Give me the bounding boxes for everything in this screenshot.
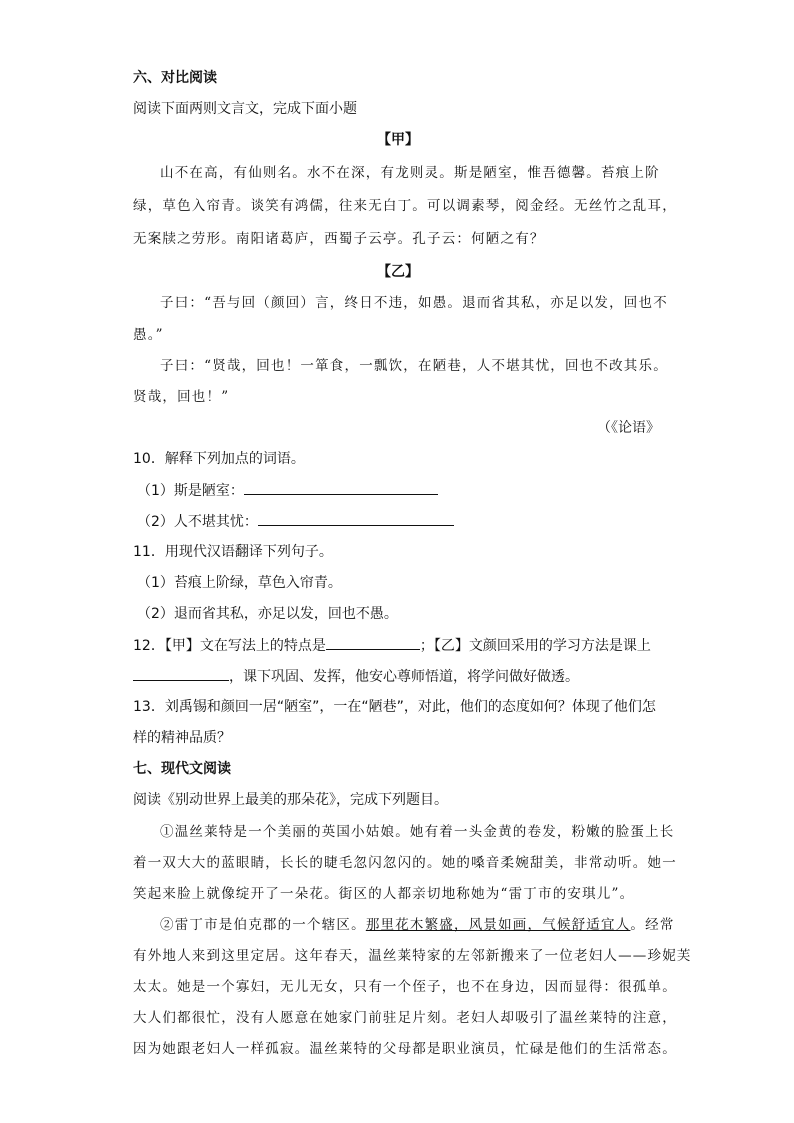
jia-line-1: 山不在高，有仙则名。水不在深，有龙则灵。斯是陋室，惟吾德馨。苔痕上阶 bbox=[160, 165, 660, 181]
yi-line-3: 子曰：“贤哉，回也！一箪食，一瓢饮，在陋巷，人不堪其忧，回也不改其乐。 bbox=[160, 358, 668, 374]
question-11-1: （1）苔痕上阶绿，草色入帘青。 bbox=[137, 575, 342, 591]
question-12-text-c: ，课下巩固、发挥，他安心尊师悟道，将学问做好做透。 bbox=[229, 669, 579, 685]
answer-blank[interactable] bbox=[258, 511, 454, 526]
answer-blank[interactable] bbox=[326, 635, 420, 650]
yi-label: 【乙】 bbox=[377, 264, 419, 280]
question-13-line-1: 13．刘禹锡和颜回一居“陋室”，一在“陋巷”，对此，他们的态度如何？体现了他们怎 bbox=[133, 699, 656, 715]
p2-line-5: 因为她跟老妇人一样孤寂。温丝莱特的父母都是职业演员，忙碌是他们的生活常态。 bbox=[133, 1041, 677, 1057]
question-12-text-a: 12．【甲】文在写法上的特点是 bbox=[133, 638, 326, 654]
yi-line-4: 贤哉，回也！” bbox=[133, 389, 230, 405]
source-citation: （《论语》 bbox=[597, 420, 660, 436]
question-12-line-1 bbox=[133, 635, 651, 656]
p1-line-3: 笑起来脸上就像绽开了一朵花。街区的人都亲切地称她为“雷丁市的安琪儿”。 bbox=[133, 886, 635, 902]
jia-line-2: 绿，草色入帘青。谈笑有鸿儒，往来无白丁。可以调素琴，阅金经。无丝竹之乱耳， bbox=[133, 198, 677, 214]
section7-intro: 阅读《别动世界上最美的那朵花》，完成下列题目。 bbox=[133, 792, 448, 808]
section6-intro: 阅读下面两则文言文，完成下面小题 bbox=[133, 101, 357, 117]
p2-line-3: 太太。她是一个寡妇，无儿无女，只有一个侄子，也不在身边，因而显得：很孤单。 bbox=[133, 979, 677, 995]
p2-line-4: 大人们都很忙，没有人愿意在她家门前驻足片刻。老妇人却吸引了温丝莱特的注意， bbox=[133, 1010, 677, 1026]
question-11: 11．用现代汉语翻译下列句子。 bbox=[133, 544, 333, 560]
question-10-2-text: （2）人不堪其忧： bbox=[137, 514, 258, 530]
yi-line-2: 愚。” bbox=[133, 327, 164, 343]
question-10-1-text: （1）斯是陋室： bbox=[137, 483, 244, 499]
answer-blank[interactable] bbox=[244, 480, 438, 495]
question-11-2: （2）退而省其私，亦足以发，回也不愚。 bbox=[137, 606, 398, 622]
question-10-2 bbox=[137, 511, 454, 532]
question-10-1 bbox=[137, 480, 438, 501]
p2-underlined-sentence: 那里花木繁盛，风景如画，气候舒适宜人 bbox=[365, 917, 631, 933]
p1-line-2: 着一双大大的蓝眼睛，长长的睫毛忽闪忽闪的。她的嗓音柔婉甜美，非常动听。她一 bbox=[133, 855, 677, 871]
jia-label: 【甲】 bbox=[377, 132, 419, 148]
question-12-text-b: ；【乙】文颜回采用的学习方法是课上 bbox=[419, 638, 651, 654]
answer-blank[interactable] bbox=[133, 666, 229, 681]
p1-line-1: ①温丝莱特是一个美丽的英国小姑娘。她有着一头金黄的卷发，粉嫩的脸蛋上长 bbox=[160, 824, 675, 840]
question-13-line-2: 样的精神品质？ bbox=[133, 730, 231, 746]
jia-line-3: 无案牍之劳形。南阳诸葛庐，西蜀子云亭。孔子云：何陋之有？ bbox=[133, 231, 545, 247]
yi-line-1: 子曰：“吾与回（颜回）言，终日不违，如愚。退而省其私，亦足以发，回也不 bbox=[160, 295, 668, 311]
question-10: 10．解释下列加点的词语。 bbox=[133, 451, 305, 467]
section7-heading: 七、现代文阅读 bbox=[133, 761, 231, 777]
question-12-line-2 bbox=[133, 666, 579, 687]
p2-text-pre: ②雷丁市是伯克郡的一个辖区。 bbox=[160, 917, 366, 933]
p2-text-post: 。经常 bbox=[630, 917, 675, 933]
p2-line-2: 有外地人来到这里定居。这年春天，温丝莱特家的左邻新搬来了一位老妇人——珍妮芙 bbox=[133, 948, 692, 964]
section6-heading: 六、对比阅读 bbox=[133, 70, 217, 86]
p2-line-1 bbox=[160, 915, 675, 935]
